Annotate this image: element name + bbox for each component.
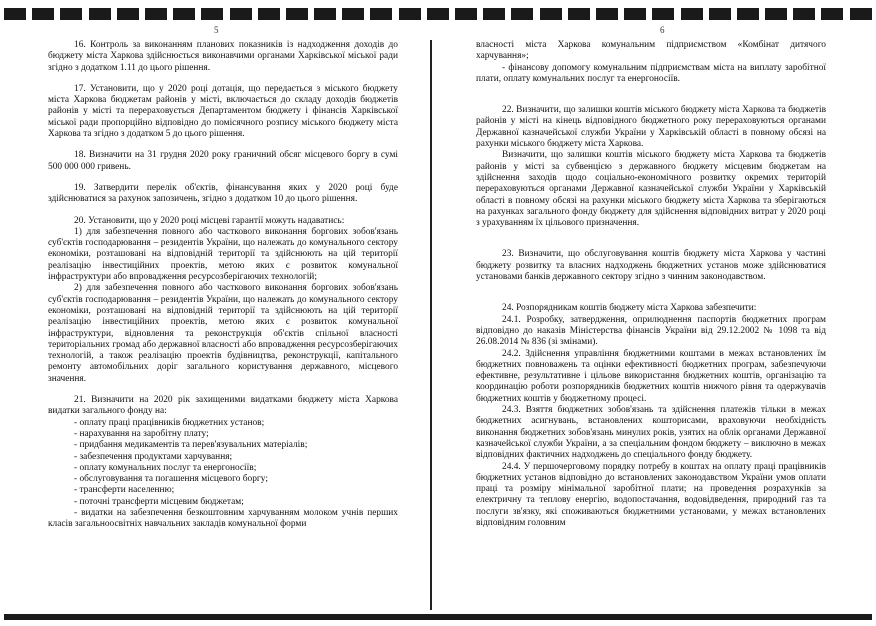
list-item: - оплату комунальних послуг та енергоносіїв; — [74, 462, 257, 473]
scan-border-top — [0, 8, 876, 20]
list-item: - нарахування на заробітну плату; — [74, 428, 209, 439]
right-page-column — [476, 40, 826, 610]
list-item: - забезпечення продуктами харчування; — [74, 451, 233, 462]
paragraph-24-1: 24.1. Розробку, затвердження, оприлюднення паспортів бюджетних програм відповідно до наказів Міністерства фінансів України від 29.12.2002 № 1098 та від 26.08.2014 № 836 (зі змінами). — [476, 314, 826, 348]
list-item: - придбання медикаментів та перев'язувальних матеріалів; — [74, 440, 308, 451]
list-item: - оплату праці працівників бюджетних установ; — [74, 417, 265, 428]
paragraph-17: 17. Установити, що у 2020 році дотація, що передається з міського бюджету міста Харкова бюджетам районів у місті, включається до складу доходів бюджетів районів у місті та перераховується Департаментом бюджету і фінансів Харківської міської ради пропорційно відповідно до помісячного розпису міського бюджету міста Харкова та згідно з додатком 5 до цього рішення. — [48, 83, 398, 140]
paragraph-21: 21. Визначити на 2020 рік захищеними видатками бюджету міста Харкова видатки загального фонду на: — [48, 395, 398, 417]
paragraph-24-4: 24.4. У першочерговому порядку потребу в коштах на оплату праці працівників бюджетних установ відповідно до встановлених законодавством України умов оплати праці та розміру мінімальної заробітної плати; на проведення розрахунків за електричну та теплову енергію, водопостачання, водовідведення, природний газ та послуги зв'язку, які споживаються бюджетними установами, у межах встановлених відповідним головним — [476, 461, 826, 528]
paragraph-20: 20. Установити, що у 2020 році місцеві гарантії можуть надаватись: — [74, 215, 345, 226]
paragraph-20-1: 1) для забезпечення повного або часткового виконання боргових зобов'язань суб'єктів господарювання – резидентів України, що належать до комунального сектору економіки, розташовані на відповідній території та здійснюють на цій території реалізацію інвестиційних проектів, метою яких є розвиток комунальної інфраструктури або впровадження ресурсозберігаючих технологій; — [48, 226, 398, 283]
paragraph-16: 16. Контроль за виконанням планових показників із надходження доходів до бюджету міста Харкова здійснюється виконавчими органами Харківської міської ради згідно з додатком 1.11 до цього рішення. — [48, 40, 398, 73]
paragraph-22-continued: Визначити, що залишки коштів міського бюджету міста Харкова та бюджетів районів у місті за субвенцією з державного бюджету місцевим бюджетам на здійснення заходів щодо соціально-економічного розвитку окремих територій перераховуються органами Державної казначейської служби України у Харківській області в повному обсязі на рахунки міського бюджету міста Харкова та зберігаються на рахунках загального фонду бюджету для здійснення відповідних витрат у 2020 році з урахуванням їх цільового призначення. — [476, 150, 826, 229]
continued-text: власності міста Харкова комунальним підприємством «Комбінат дитячого харчування»; — [476, 40, 826, 62]
list-item: - поточні трансферти місцевим бюджетам; — [74, 496, 244, 507]
paragraph-24: 24. Розпорядникам коштів бюджету міста Харкова забезпечити: — [502, 303, 757, 314]
list-item: - фінансову допомогу комунальним підприємствам міста на виплату заробітної плати, оплату комунальних послуг та енергоносіїв. — [476, 62, 826, 84]
paragraph-22: 22. Визначити, що залишки коштів міського бюджету міста Харкова та бюджетів районів у місті на кінець відповідного бюджетного року перераховуються органами Державної казначейської служби України у Харківській області в повному обсязі на рахунки міського бюджету міста Харкова. — [476, 105, 826, 150]
paragraph-23: 23. Визначити, що обслуговування коштів бюджету міста Харкова у частині бюджету розвитку та власних надходжень бюджетних установ може здійснюватися установами банків державного сектору згідно з чинним законодавством. — [476, 249, 826, 283]
paragraph-24-3: 24.3. Взяття бюджетних зобов'язань та здійснення платежів тільки в межах бюджетних асигнувань, встановлених кошторисами, враховуючи необхідність виконання бюджетних зобов'язань минулих років, узятих на облік органами Державної казначейської служби України, а за спеціальним фондом бюджету – виключно в межах відповідних фактичних надходжень до спеціального фонду бюджету. — [476, 405, 826, 461]
list-item: - видатки на забезпечення безкоштовним харчуванням молоком учнів перших класів загальноосвітніх навчальних закладів комунальної форми — [48, 507, 398, 530]
list-item: - трансферти населенню; — [74, 485, 175, 496]
left-page-column — [48, 40, 398, 610]
scan-border-bottom — [0, 614, 876, 620]
paragraph-24-2: 24.2. Здійснення управління бюджетними коштами в межах встановлених їм бюджетних повноважень та оцінки ефективності бюджетних програм, забезпечуючи ефективне, результативне і цільове використання бюджетних коштів, організацію та координацію роботи розпорядників бюджетних коштів нижчого рівня та одержувачів бюджетних коштів у бюджетному процесі. — [476, 348, 826, 404]
paragraph-19: 19. Затвердити перелік об'єктів, фінансування яких у 2020 році буде здійснюватися за рахунок запозичень, згідно з додатком 10 до цього рішення. — [48, 182, 398, 205]
paragraph-18: 18. Визначити на 31 грудня 2020 року граничний обсяг місцевого боргу в сумі 500 000 000 гривень. — [48, 150, 398, 172]
list-item: - обслуговування та погашення місцевого боргу; — [74, 474, 268, 485]
paragraph-20-2: 2) для забезпечення повного або часткового виконання боргових зобов'язань суб'єктів господарювання – резидентів України, що належать до комунального сектору економіки, розташовані на відповідній території та здійснюють на цій території реалізацію інвестиційних проектів, метою яких є розвиток комунальної інфраструктури, відновлення та реконструкція об'єктів спільної власності територіальних громад або державної власності або впровадження ресурсозберігаючих технологій, а також реалізацію проектів будівництва, реконструкції, капітального ремонту автомобільних доріг загального користування державного, місцевого значення. — [48, 283, 398, 384]
page-number-left: 5 — [214, 25, 219, 35]
page-number-right: 6 — [660, 25, 665, 35]
page-divider — [430, 40, 432, 610]
